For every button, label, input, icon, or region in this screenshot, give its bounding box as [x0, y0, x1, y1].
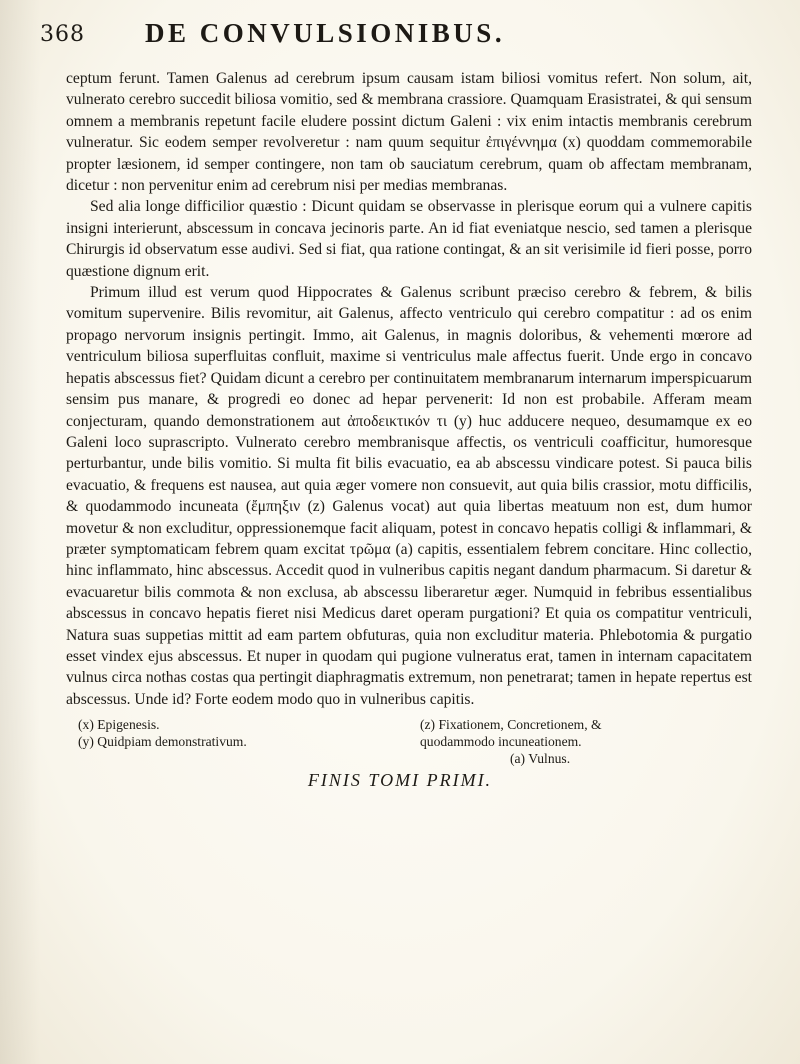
body-text [66, 68, 752, 710]
paragraph-1: ceptum ferunt. Tamen Galenus ad cerebrum ipsum causam istam biliosi vomitus refert. Non solum, ait, vulnerato cerebro succedit biliosa vomitio, sed & membrana crassiore. Quamquam Erasistratei, & qui sensum omnem a membranis repetunt facile eludere possint dictum Galeni : vix enim intactis membranis cerebrum vulneratur. Sic eodem semper revolveretur : nam quum sequitur ἐπιγέννημα (x) quoddam commemorabile propter læsionem, id semper contingere, non tam ob sauciatum cerebrum, quam ob affectam membranam, dicetur : non pervenitur enim ad cerebrum nisi per medias membranas. [66, 70, 752, 195]
page-gutter-shadow [0, 0, 40, 1064]
footnote: (a) Vulnus. [510, 751, 571, 766]
finis-colophon: FINIS TOMI PRIMI. [307, 770, 493, 790]
page-number: 368 [40, 22, 85, 47]
footnote: (z) Fixationem, Concretionem, & [420, 717, 602, 732]
footnote: (y) Quidpiam demonstrativum. [78, 734, 247, 749]
footnote: quodammodo incuneationem. [420, 734, 582, 749]
footnotes-left-column [78, 716, 398, 750]
footnote: (x) Epigenesis. [78, 717, 160, 732]
running-head: DE CONVULSIONIBUS. [145, 18, 506, 48]
paragraph-3: Primum illud est verum quod Hippocrates & Galenus scribunt præciso cerebro & febrem, & bilis vomitum supervenire. Bilis revomitur, ait Galenus, affecto ventriculo qui cerebro compatitur : ad os enim propago nervorum insignis pertingit. Immo, ait Galenus, in magnis doloribus, & vehementi mœrore ad ventriculum biliosa superfluitas confluit, maxime si ventriculus male affectus fuerit. Unde ergo in concavo hepatis abscessus fiet? Quidam dicunt a cerebro per continuitatem membranarum internarum imperspicuarum sensim pus manare, & progredi eo donec ad hepar pervenerit: Id non est probabile. Afferam meam conjecturam, quando demonstrationem aut ἀποδεικτικόν τι (y) huc adducere nequeo, desumamque ex eo Galeni loco suprascripto. Vulnerato cerebro membranisque affectis, os ventriculi coafficitur, humoresque perturbantur, unde bilis vomitio. Si multa fit bilis evacuatio, ea ab abscessu vindicare potest. Si pauca bilis evacuatio, & frequens est nausea, aut quia æger vomere non consuevit, aut quia bilis crassior, motu difficilis, & quodammodo incuneata (ἔμπηξιν (z) Galenus vocat) aut quia libertas meatuum non est, dum humor movetur & non excluditur, oppressionemque facit aliquam, potest in concavo hepatis colligi & inflammari, & præter symptomaticam febrem quam excitat τρῶμα (a) capitis, essentialem febrem concitare. Hinc collectio, hinc inflammato, hinc abscessus. Accedit quod in vulneribus capitis negant dandum pharmacum. Si daretur & evacuaretur bilis commota & non exclusa, ab abscessu liberaretur æger. Numquid in febribus essentialibus abscessus in concavo hepatis fieret nisi Medicus daret operam purgationi? Et quia os compatitur ventriculi, Natura suas suppetias mittit ad eam partem obfuturas, quia non excluditur materia. Phlebotomia & purgatio esset vindex ejus abscessus. Et nuper in quodam qui pugione vulneratus erat, tamen in internam capacitatem vulnus circa nothas costas qua pertingit diaphragmatis extremum, non penetrarat; tamen in hepate repertus est abscessus. Unde id? Forte eodem modo quo in vulneribus capitis. [66, 284, 752, 708]
footnotes-right-column [420, 716, 760, 767]
paragraph-2: Sed alia longe difficilior quæstio : Dicunt quidam se observasse in plerisque eorum qui a vulnere capitis insigni interierunt, abscessum in concava jecinoris parte. An id fiat eveniatque nescio, sed tamen a plerisque Chirurgis id observatum esse audivi. Sed si fiat, qua ratione contingat, & an sit verisimile id fieri posse, porro quæstione dignum erit. [66, 198, 752, 280]
page-header [40, 18, 740, 58]
